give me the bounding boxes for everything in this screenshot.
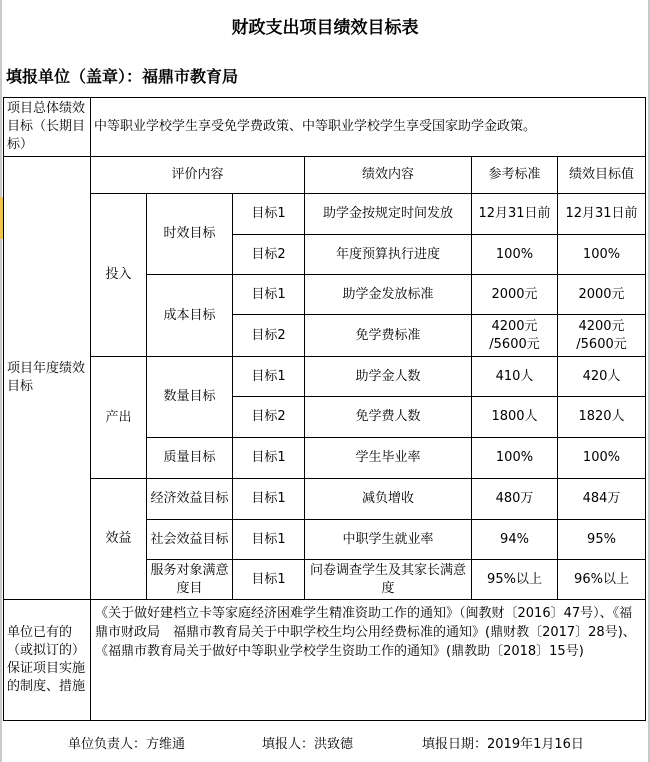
overall-goal-text[interactable]: 中等职业学校学生享受免学费政策、中等职业学校学生享受国家助学金政策。 [91,98,646,157]
ref-cell[interactable]: 95%以上 [472,560,558,600]
target-cell[interactable]: 2000元 [558,275,646,315]
content-cell[interactable]: 年度预算执行进度 [305,235,472,275]
left-edge [0,0,2,762]
target-cell[interactable]: 12月31日前 [558,194,646,235]
ref-cell[interactable]: 480万 [472,479,558,520]
ref-cell[interactable]: 100% [472,235,558,275]
goal-cell[interactable]: 目标1 [233,357,305,397]
table-row [4,357,646,397]
overall-goal-label[interactable]: 项目总体绩效目标（长期目标） [4,98,91,157]
target-cell[interactable]: 100% [558,438,646,479]
ref-cell[interactable]: 4200元 /5600元 [472,315,558,357]
table-row [4,479,646,520]
goal-cell[interactable]: 目标1 [233,194,305,235]
target-cell[interactable]: 96%以上 [558,560,646,600]
target-cell[interactable]: 4200元 /5600元 [558,315,646,357]
footer [0,730,650,760]
category-economic[interactable]: 经济效益目标 [147,479,233,520]
goal-cell[interactable]: 目标1 [233,438,305,479]
category-cost[interactable]: 成本目标 [147,275,233,357]
content-cell[interactable]: 学生毕业率 [305,438,472,479]
target-cell[interactable]: 420人 [558,357,646,397]
group-input[interactable]: 投入 [91,194,147,357]
category-timeliness[interactable]: 时效目标 [147,194,233,275]
goal-cell[interactable]: 目标1 [233,520,305,560]
target-cell[interactable]: 95% [558,520,646,560]
content-cell[interactable]: 中职学生就业率 [305,520,472,560]
content-cell[interactable]: 免学费人数 [305,397,472,438]
form-title: 财政支出项目绩效目标表 [231,18,419,38]
measures-label[interactable]: 单位已有的（或拟订的）保证项目实施的制度、措施 [4,600,91,721]
goal-cell[interactable]: 目标1 [233,479,305,520]
footer-date: 填报日期：2019年1月16日 [422,737,584,752]
footer-leader: 单位负责人：方维通 [68,737,186,752]
category-quantity[interactable]: 数量目标 [147,357,233,438]
content-cell[interactable]: 问卷调查学生及其家长满意度 [305,560,472,600]
ref-cell[interactable]: 12月31日前 [472,194,558,235]
ref-cell[interactable]: 410人 [472,357,558,397]
category-social[interactable]: 社会效益目标 [147,520,233,560]
ref-cell[interactable]: 94% [472,520,558,560]
table-row [4,194,646,235]
content-cell[interactable]: 减负增收 [305,479,472,520]
target-cell[interactable]: 1820人 [558,397,646,438]
measures-text[interactable]: 《关于做好建档立卡等家庭经济困难学生精准资助工作的通知》（闽教财〔2016〕47号）、《福鼎市财政局 福鼎市教育局关于中职学校生均公用经费标准的通知》(鼎财教〔2017〕28号)、《福鼎市教育局关于做好中等职业学校学生资助工作的通知》(鼎教助〔2018〕15号) [91,600,646,721]
content-cell[interactable]: 免学费标准 [305,315,472,357]
header-row [4,157,646,194]
measures-row [4,600,646,721]
content-cell[interactable]: 助学金人数 [305,357,472,397]
group-output[interactable]: 产出 [91,357,147,479]
content-cell[interactable]: 助学金按规定时间发放 [305,194,472,235]
header-ref[interactable]: 参考标准 [472,157,558,194]
overall-goal-row [4,98,646,157]
target-cell[interactable]: 484万 [558,479,646,520]
goal-cell[interactable]: 目标1 [233,275,305,315]
performance-table [3,97,646,721]
annual-goal-label[interactable]: 项目年度绩效目标 [4,157,91,600]
target-cell[interactable]: 100% [558,235,646,275]
content-cell[interactable]: 助学金发放标准 [305,275,472,315]
footer-filler: 填报人：洪致德 [262,737,354,752]
category-quality[interactable]: 质量目标 [147,438,233,479]
goal-cell[interactable]: 目标2 [233,235,305,275]
header-target[interactable]: 绩效目标值 [558,157,646,194]
goal-cell[interactable]: 目标2 [233,397,305,438]
group-benefit[interactable]: 效益 [91,479,147,600]
goal-cell[interactable]: 目标1 [233,560,305,600]
reporting-unit: 填报单位（盖章）：福鼎市教育局 [6,67,239,86]
header-eval[interactable]: 评价内容 [91,157,305,194]
category-satisfaction[interactable]: 服务对象满意度目 [147,560,233,600]
header-perf[interactable]: 绩效内容 [305,157,472,194]
ref-cell[interactable]: 2000元 [472,275,558,315]
goal-cell[interactable]: 目标2 [233,315,305,357]
ref-cell[interactable]: 1800人 [472,397,558,438]
ref-cell[interactable]: 100% [472,438,558,479]
